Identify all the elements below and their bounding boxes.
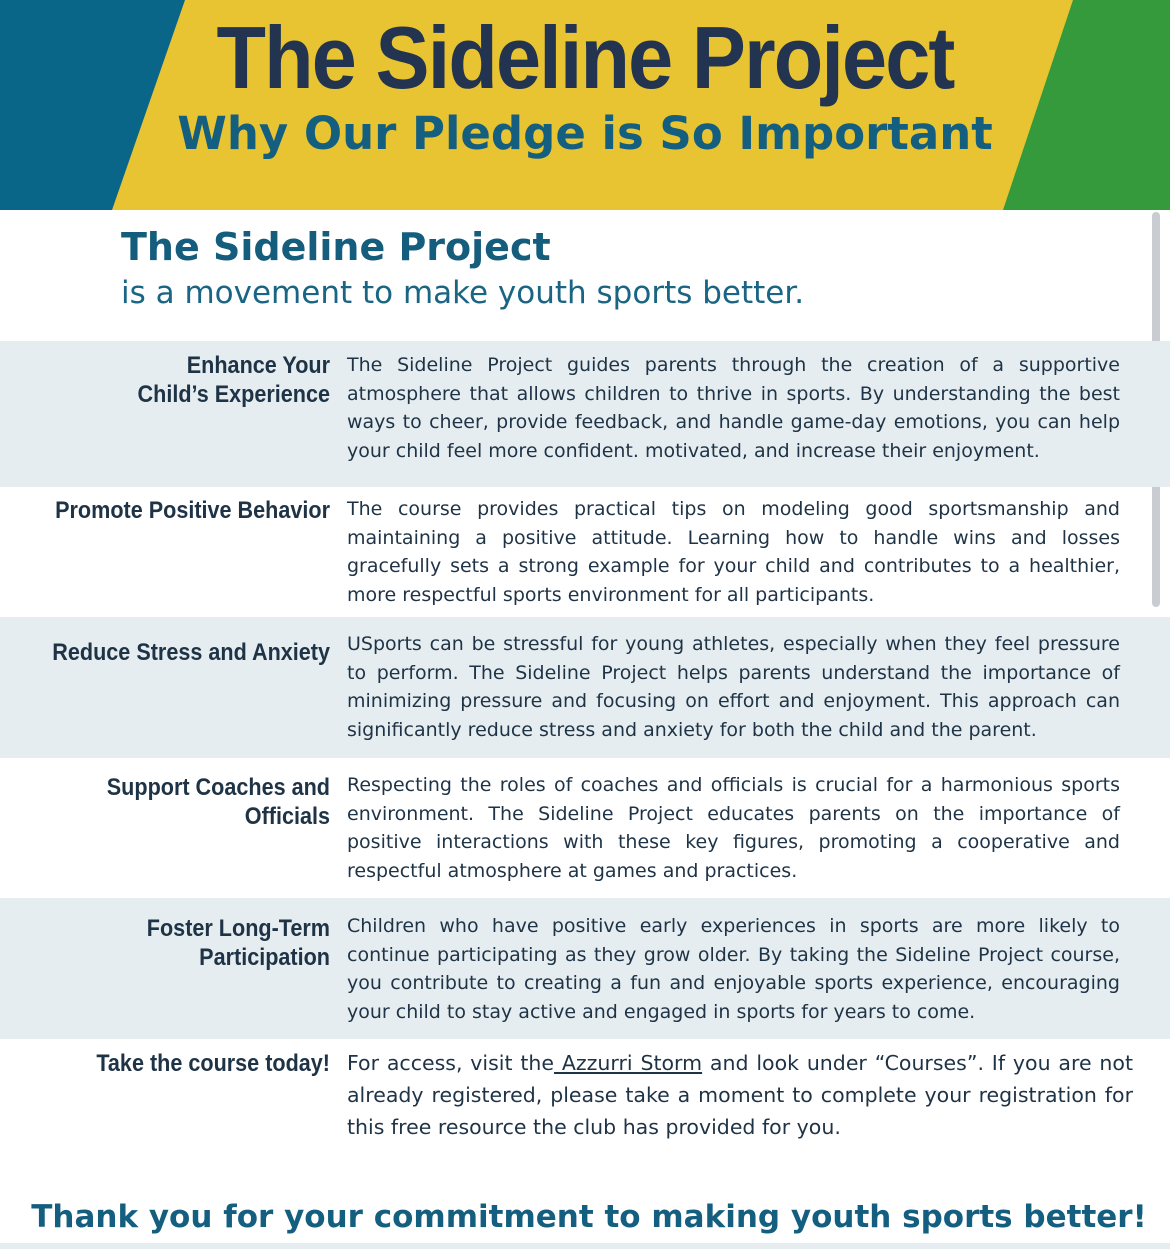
section-heading-line: Support Coaches and xyxy=(106,774,330,801)
intro-title: The Sideline Project xyxy=(121,225,551,269)
section-body: Children who have positive early experiences in sports are more likely to continue participating as they grow older. By taking the Sideline Project course, you contribute to creating a fun and enjoyable sports experience, encouraging your child to stay active and engaged in sports for years to come. xyxy=(347,915,1120,1023)
cta-heading-line: Take the course today! xyxy=(96,1050,330,1077)
section-heading-line: Promote Positive Behavior xyxy=(55,497,330,524)
section-heading-line: Enhance Your xyxy=(186,352,330,379)
section-body: Respecting the roles of coaches and officials is crucial for a harmonious sports environment. The Sideline Project educates parents on the importance of positive interactions with these key figures, promoting a cooperative and respectful atmosphere at games and practices. xyxy=(347,774,1120,882)
cta-text-after: and look under “Courses”. If you are not already registered, please take a moment to complete your registration for this free resource the club has provided for you. xyxy=(347,1051,1133,1139)
cta-text-before: For access, visit the xyxy=(347,1051,555,1075)
bottom-band xyxy=(0,1243,1170,1249)
section-take-course xyxy=(0,1039,1170,1159)
section-support-coaches xyxy=(0,758,1170,898)
section-body: The course provides practical tips on modeling good sportsmanship and maintaining a positive attitude. Learning how to handle wins and losses gracefully sets a strong example for your child and contributes to a healthier, more respectful sports environment for all participants. xyxy=(347,498,1120,606)
section-heading xyxy=(42,638,330,667)
intro-block xyxy=(121,222,804,314)
section-heading xyxy=(42,773,330,831)
footer-thanks: Thank you for your commitment to making youth sports better! xyxy=(31,1199,1147,1235)
section-enhance-experience xyxy=(0,341,1170,487)
azzurri-storm-link[interactable]: Azzurri Storm xyxy=(554,1051,703,1075)
intro-subtitle: is a movement to make youth sports better. xyxy=(121,275,805,311)
section-positive-behavior xyxy=(0,487,1170,617)
banner-subtitle: Why Our Pledge is So Important xyxy=(177,107,993,160)
cta-body xyxy=(347,1047,1133,1143)
section-heading-line: Foster Long-Term xyxy=(146,915,330,942)
section-heading xyxy=(42,914,330,972)
section-heading-line: Child’s Experience xyxy=(137,381,330,408)
section-body: USports can be stressful for young athletes, especially when they feel pressure to perform. The Sideline Project helps parents understand the importance of minimizing pressure and focusing on effort and enjoyment. This approach can significantly reduce stress and anxiety for both the child and the parent. xyxy=(347,633,1120,741)
banner-title: The Sideline Project xyxy=(216,8,954,107)
section-heading-line: Officials xyxy=(244,803,330,830)
section-heading-line: Reduce Stress and Anxiety xyxy=(52,639,330,666)
cta-heading xyxy=(42,1049,330,1078)
section-long-term-participation xyxy=(0,898,1170,1039)
section-heading-line: Participation xyxy=(199,944,330,971)
section-reduce-stress xyxy=(0,617,1170,758)
section-heading xyxy=(42,351,330,409)
section-heading xyxy=(42,496,330,525)
section-body: The Sideline Project guides parents through the creation of a supportive atmosphere that allows children to thrive in sports. By understanding the best ways to cheer, provide feedback, and handle game-day emotions, you can help your child feel more confident. motivated, and increase their enjoyment. xyxy=(347,354,1120,462)
header-banner xyxy=(0,0,1170,210)
